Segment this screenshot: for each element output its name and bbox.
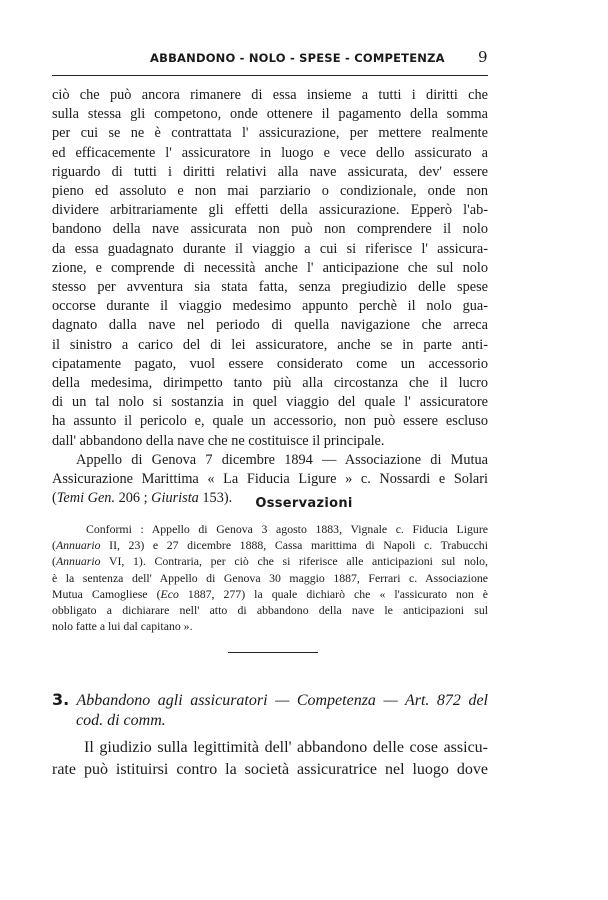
observations-notes: [52, 521, 488, 634]
text-line: stesso per avventura sia stata fatta, senza pregiudizio delle spese: [52, 279, 488, 296]
article-heading: [52, 690, 488, 731]
closing-paragraph: [52, 737, 488, 781]
citation-line: (Temi Gen. 206 ; Giurista 153).: [52, 490, 233, 507]
text-line: bandono della nave assicurata non può non comprendere il nolo: [52, 221, 488, 238]
note-line: obbligato a dichiarare nell' atto di abbandono della nave le anticipazioni sul: [52, 603, 488, 618]
text-line: ciò che può ancora rimanere di essa insieme a tutti i diritti che: [52, 87, 488, 103]
article-number: 3.: [52, 690, 70, 709]
page-number: 9: [478, 48, 488, 66]
text-line: occorse durante il viaggio medesimo appunto perchè il nolo gua-: [52, 298, 488, 315]
text-line: rate può istituirsi contro la società assicuratrice nel luogo dove: [52, 761, 488, 778]
text-line: il sinistro a carico del di lei assicuratore, anche se in parte anti-: [52, 336, 488, 353]
text-line: ha assunto il pericolo e, quale un accessorio, non può essere escluso: [52, 413, 488, 430]
text-line: di un tal nolo si sostanzia in quel viaggio del quale l' assicuratore: [52, 394, 488, 411]
header-rule: [52, 75, 488, 76]
citation-line: Appello di Genova 7 dicembre 1894 — Associazione di Mutua: [76, 451, 488, 468]
note-line: (Annuario VI, 1). Contraria, per ciò che si riferisce alle anticipazioni sul nolo,: [52, 554, 488, 569]
text-line: dagnato dalla nave nel periodo di quella navigazione che arreca: [52, 317, 488, 334]
text-line: cipatamente pagato, vuol essere considerato come un accessorio: [52, 355, 488, 372]
text-line: per cui se ne è contrattata l' assicurazione, per mettere realmente: [52, 125, 488, 142]
note-line: nolo fatte a lui dal capitano ».: [52, 619, 193, 634]
article-title-line: cod. di comm.: [76, 712, 166, 729]
text-line: dall' abbandono della nave che ne costituisce il principale.: [52, 432, 385, 449]
section-separator: [228, 652, 318, 653]
text-line: sulla stessa gli competono, onde ottenere il pagamento della somma: [52, 106, 488, 123]
journal-name: Giurista: [151, 490, 199, 507]
note-line: Conformi : Appello di Genova 3 agosto 1883, Vignale c. Fiducia Ligure: [86, 522, 488, 536]
article-title-line: 3. Abbandono agli assicuratori — Competenza — Art. 872 del: [52, 690, 488, 709]
text-line: zione, e comprende di necessità anche l' anticipazione che sul nolo: [52, 259, 488, 276]
citation-line: Assicurazione Marittima « La Fiducia Ligure » c. Nossardi e Solari: [52, 471, 488, 488]
note-line: Mutua Camogliese (Eco 1887, 277) la quale dichiarò che « l'assicurato non è: [52, 586, 488, 601]
text-line: Il giudizio sulla legittimità dell' abbandono delle cose assicu-: [84, 739, 488, 756]
note-line: è la sentenza dell' Appello di Genova 30 maggio 1887, Ferrari c. Associazione: [52, 570, 488, 585]
text-line: della medesima, dirimpetto tanto più alla circostanza che il lucro: [52, 375, 488, 392]
text-line: ed efficacemente l' assicuratore in luogo e vece dello assicurato a: [52, 144, 488, 161]
journal-name: Temi Gen.: [56, 490, 116, 507]
text-line: pieno ed assoluto e non mai parziario o condizionale, onde non: [52, 183, 488, 200]
observations-title: Osservazioni: [255, 496, 353, 511]
main-paragraph: [52, 86, 488, 508]
running-head: ABBANDONO - NOLO - SPESE - COMPETENZA: [150, 51, 445, 65]
text-line: da essa guadagnato durante il viaggio a cui si riferisce l' assicura-: [52, 240, 488, 257]
text-line: dividere arbitrariamente gli effetti della assicurazione. Epperò l'ab-: [52, 202, 488, 219]
note-line: (Annuario II, 23) e 27 dicembre 1888, Cassa marittima di Napoli c. Trabucchi: [52, 538, 488, 553]
text-line: riguardo di tutti i diritti relativi alla nave assicurata, dev' essere: [52, 163, 488, 180]
